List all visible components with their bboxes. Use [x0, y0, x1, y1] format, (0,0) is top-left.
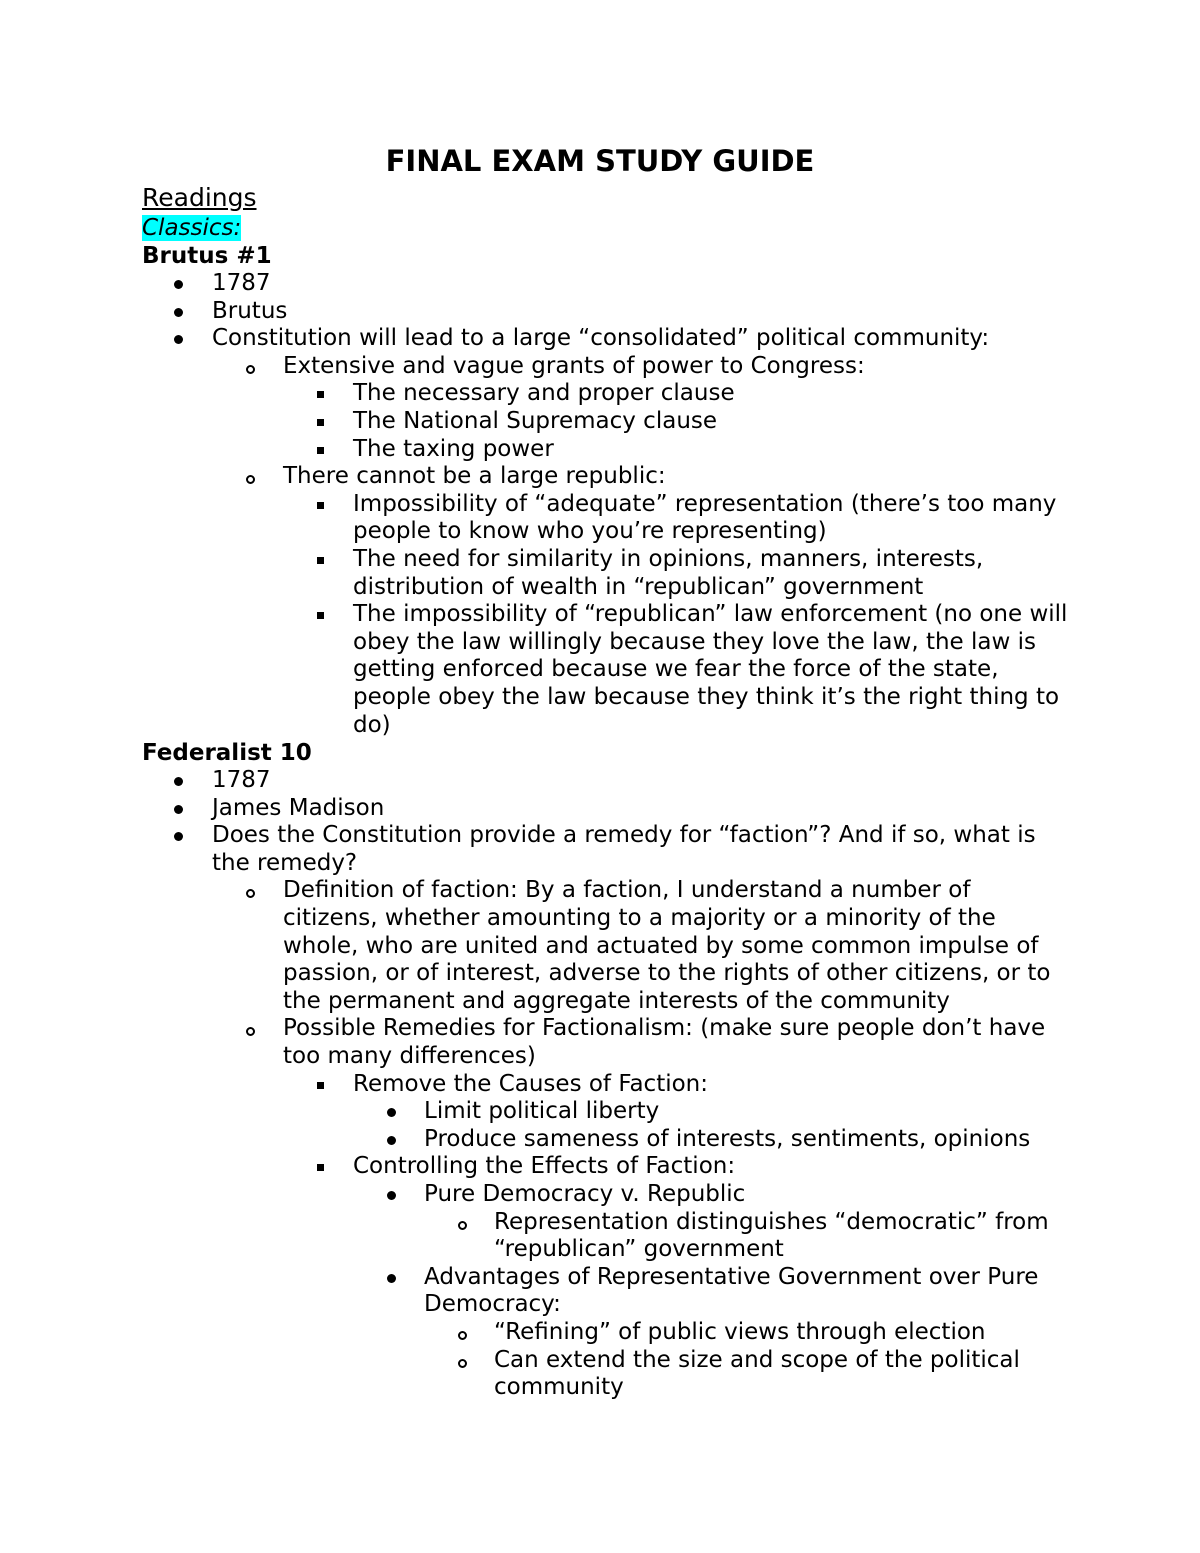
list-item — [142, 795, 1072, 823]
list-item — [142, 436, 1072, 464]
remedies-list-control — [142, 1153, 1072, 1181]
list-item — [142, 1015, 1072, 1070]
list-item — [142, 408, 1072, 436]
square-bullet-icon — [317, 380, 337, 398]
square-bullet-icon — [317, 436, 337, 454]
list-item — [142, 1153, 1072, 1181]
list-item — [142, 546, 1072, 601]
list-item-text: The taxing power — [353, 435, 554, 462]
list-item — [142, 1264, 1072, 1319]
federalist-question: Does the Constitution provide a remedy for “faction”? And if so, what is the remedy? — [212, 822, 1036, 876]
square-bullet-icon — [317, 1153, 337, 1171]
brutus-claim: Constitution will lead to a large “consolidated” political community: — [212, 325, 990, 352]
list-item-text: Representation distinguishes “democratic” from “republican” government — [494, 1208, 1049, 1263]
brutus-sublist-2 — [142, 463, 1072, 491]
subsection-heading-classics — [142, 214, 1072, 242]
federalist-list — [142, 767, 1072, 877]
circle-bullet-icon — [246, 877, 266, 898]
list-item — [142, 1071, 1072, 1099]
control-effects-items-1 — [142, 1181, 1072, 1209]
list-item — [142, 270, 1072, 298]
list-item — [142, 1319, 1072, 1347]
square-bullet-icon — [317, 408, 337, 426]
circle-bullet-icon — [246, 353, 266, 374]
brutus-list — [142, 270, 1072, 353]
circle-bullet-icon — [246, 1015, 266, 1036]
list-item — [142, 1098, 1072, 1126]
list-item — [142, 353, 1072, 381]
list-item-text: Produce sameness of interests, sentiments, opinions — [424, 1125, 1031, 1152]
list-item-text: The impossibility of “republican” law enforcement (no one will obey the law willingly because they love the law, the law is getting enforced because we fear the force of the state, people obey the law because they think it’s the right thing to do) — [353, 601, 1068, 738]
brutus-point-2: There cannot be a large republic: — [283, 463, 666, 490]
circle-bullet-icon — [246, 463, 266, 484]
section-heading-readings: Readings — [142, 183, 257, 212]
bullet-icon — [387, 1126, 407, 1145]
list-item — [142, 877, 1072, 1015]
bullet-icon — [174, 325, 194, 344]
brutus-point-1-items — [142, 380, 1072, 463]
bullet-icon — [174, 298, 194, 317]
square-bullet-icon — [317, 491, 337, 509]
circle-bullet-icon — [458, 1209, 478, 1230]
square-bullet-icon — [317, 1071, 337, 1089]
federalist-heading: Federalist 10 — [142, 740, 312, 767]
advantages: Advantages of Representative Government over Pure Democracy: — [424, 1263, 1039, 1318]
list-item — [142, 298, 1072, 326]
document-title: FINAL EXAM STUDY GUIDE — [385, 144, 815, 178]
remedies-list-remove — [142, 1071, 1072, 1099]
control-effects: Controlling the Effects of Faction: — [353, 1153, 736, 1180]
brutus-author: Brutus — [212, 297, 288, 324]
bullet-icon — [174, 767, 194, 786]
list-item-text: Can extend the size and scope of the political community — [494, 1346, 1020, 1401]
remove-causes: Remove the Causes of Faction: — [353, 1070, 709, 1097]
square-bullet-icon — [317, 601, 337, 619]
federalist-year: 1787 — [212, 767, 271, 794]
list-item — [142, 767, 1072, 795]
list-item — [142, 491, 1072, 546]
advantages-items — [142, 1319, 1072, 1402]
list-item — [142, 1347, 1072, 1402]
bullet-icon — [387, 1181, 407, 1200]
list-item — [142, 325, 1072, 353]
list-item-text: The National Supremacy clause — [353, 407, 718, 434]
list-item-text: The need for similarity in opinions, manners, interests, distribution of wealth in “republican” government — [353, 545, 984, 600]
pure-democracy-items — [142, 1209, 1072, 1264]
bullet-icon — [387, 1264, 407, 1283]
brutus-sublist-1 — [142, 353, 1072, 381]
list-item-text: The necessary and proper clause — [353, 380, 735, 407]
list-item-text: “Refining” of public views through election — [494, 1318, 986, 1345]
federalist-author: James Madison — [212, 794, 385, 821]
faction-definition: Definition of faction: By a faction, I understand a number of citizens, whether amounting to a majority or a minority of the whole, who are united and actuated by some common impulse of passion, or of interest, adverse to the rights of other citizens, or to the permanent and aggregate interests of the community — [283, 877, 1051, 1014]
brutus-point-2-items — [142, 491, 1072, 739]
control-effects-items-2 — [142, 1264, 1072, 1319]
square-bullet-icon — [317, 546, 337, 564]
list-item-text: Limit political liberty — [424, 1098, 660, 1125]
remove-causes-items — [142, 1098, 1072, 1153]
list-item — [142, 1209, 1072, 1264]
brutus-year: 1787 — [212, 270, 271, 296]
circle-bullet-icon — [458, 1347, 478, 1368]
bullet-icon — [174, 270, 194, 289]
brutus-point-1: Extensive and vague grants of power to Congress: — [283, 352, 865, 379]
list-item — [142, 1181, 1072, 1209]
list-item — [142, 463, 1072, 491]
highlighted-subsection-label: Classics: — [142, 215, 242, 241]
list-item — [142, 1126, 1072, 1154]
pure-democracy: Pure Democracy v. Republic — [424, 1181, 746, 1207]
federalist-sublist — [142, 877, 1072, 1070]
list-item — [142, 601, 1072, 739]
brutus-heading: Brutus #1 — [142, 243, 272, 269]
bullet-icon — [387, 1098, 407, 1117]
document-page — [142, 140, 1072, 1402]
faction-remedies: Possible Remedies for Factionalism: (make sure people don’t have too many differences) — [283, 1015, 1046, 1070]
bullet-icon — [174, 795, 194, 814]
circle-bullet-icon — [458, 1319, 478, 1340]
bullet-icon — [174, 822, 194, 841]
list-item — [142, 822, 1072, 877]
list-item — [142, 380, 1072, 408]
list-item-text: Impossibility of “adequate” representation (there’s too many people to know who you’re representing) — [353, 490, 1057, 545]
